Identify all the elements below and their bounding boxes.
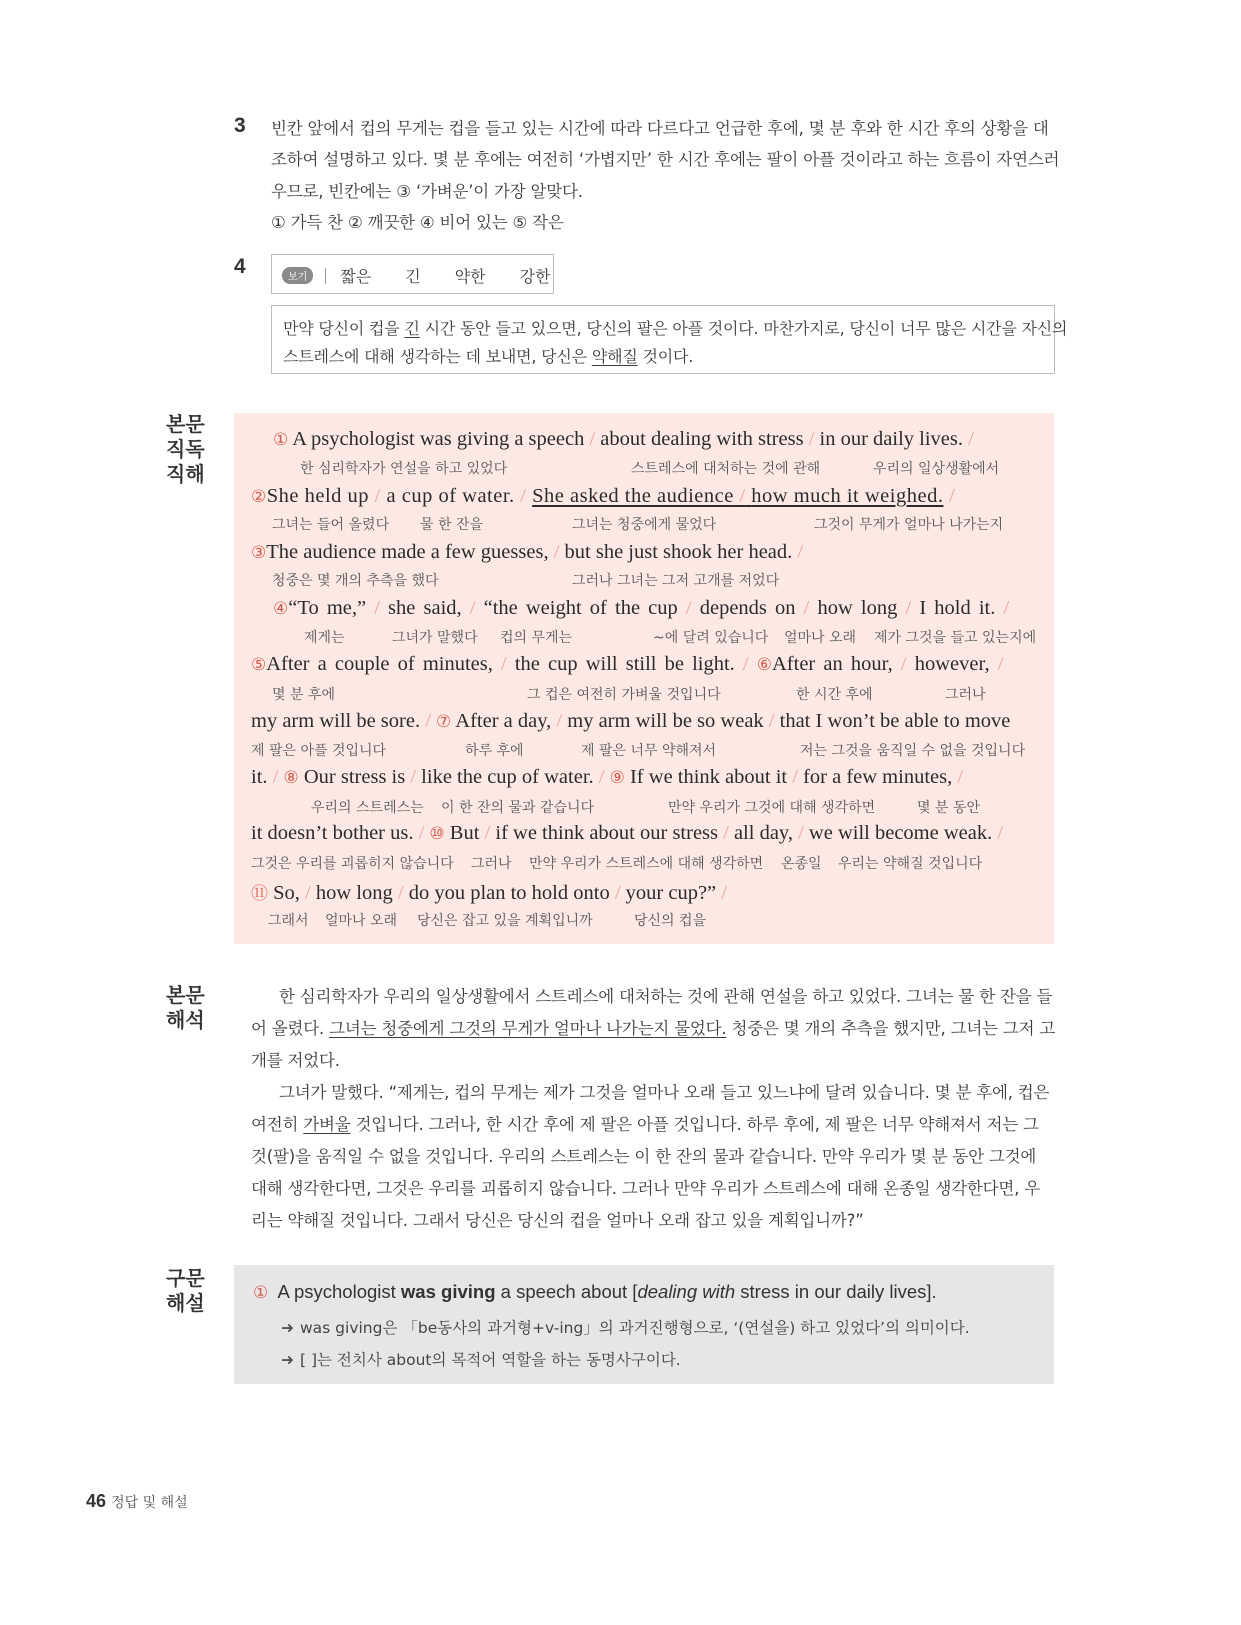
translation-line-1: 한 심리학자가 우리의 일상생활에서 스트레스에 대처하는 것에 관해 연설을 하고 있었다. 그녀는 물 한 잔을 들 [279,987,1053,1006]
gloss: 그녀는 청중에게 물었다 [572,517,717,533]
translation-line-8: 리는 약해질 것입니다. 그래서 당신은 당신의 컵을 얼마나 오래 잡고 있을 계획입니까?” [251,1211,864,1230]
sentence-8-9: it. / ⑧ Our stress is / like the cup of water. / ⑨ If we think about it / for a few minutes, / [251,766,964,788]
gloss: 얼마나 오래 [325,913,398,929]
question-3-choices: ① 가득 찬 ② 깨끗한 ④ 비어 있는 ⑤ 작은 [271,213,564,232]
sentence-10: it doesn’t bother us. / ⑩ But / if we think about our stress / all day, / we will become weak. / [251,822,1004,844]
gloss: 물 한 잔을 [420,517,483,533]
syntax-note-2: ➜ [ ]는 전치사 about의 목적어 역할을 하는 동명사구이다. [281,1351,681,1369]
gloss: 그녀는 들어 올렸다 [272,517,390,533]
gloss: 제가 그것을 들고 있는지에 [874,630,1037,646]
sentence-4: ④“To me,” / she said, / “the weight of the cup / depends on / how long / I hold it. / [273,597,1010,619]
gloss: 스트레스에 대처하는 것에 관해 [631,461,821,477]
gloss: 그러나 [471,856,512,872]
example-word: 긴 [405,267,421,286]
translation-line-6: 것(팔)을 움직일 수 없을 것입니다. 우리의 스트레스는 이 한 잔의 물과 같습니다. 만약 우리가 몇 분 동안 그것에 [251,1147,1037,1166]
section-label-translation: 본문 해석 [166,983,205,1032]
answer-blank-1: 긴 [404,319,420,338]
gloss: 우리의 일상생활에서 [873,461,1000,477]
question-4-number: 4 [234,255,246,278]
sentence-5-6: ⑤After a couple of minutes, / the cup will still be light. / ⑥After an hour, / however, / [251,653,1004,675]
gloss: 만약 우리가 그것에 대해 생각하면 [668,800,876,816]
gloss: 한 심리학자가 연설을 하고 있었다 [300,461,508,477]
translation-line-3: 개를 저었다. [251,1051,340,1070]
gloss: 온종일 [781,856,822,872]
gloss: 만약 우리가 스트레스에 대해 생각하면 [529,856,764,872]
question-3-line-2: 조하여 설명하고 있다. 몇 분 후에는 여전히 ‘가볍지만’ 한 시간 후에는 팔이 아플 것이라고 하는 흐름이 자연스러 [271,150,1060,169]
gloss: 당신은 잡고 있을 계획입니까 [417,913,593,929]
gloss: 그러나 그녀는 그저 고개를 저었다 [572,573,780,589]
translation-line-2: 어 올렸다. 그녀는 청중에게 그것의 무게가 얼마나 나가는지 물었다. 청중은 몇 개의 추측을 했지만, 그녀는 그저 고 [251,1019,1056,1038]
example-word: 강한 [519,267,551,286]
example-badge: 보기 [282,267,313,284]
translation-underline: 그녀는 청중에게 그것의 무게가 얼마나 나가는지 물었다. [329,1019,727,1038]
gloss: 컵의 무게는 [500,630,573,646]
gloss: 당신의 컵을 [634,913,707,929]
gloss: 우리는 약해질 것입니다 [838,856,983,872]
translation-line-7: 대해 생각한다면, 그것은 우리를 괴롭히지 않습니다. 그러나 만약 우리가 스트레스에 대해 온종일 생각한다면, 우 [251,1179,1040,1198]
gloss: 그러나 [945,687,986,703]
gloss: ~에 달려 있습니다 [653,630,769,646]
syntax-note-1: ➜ was giving은 「be동사의 과거형+v-ing」의 과거진행형으로, ‘(연설을) 하고 있었다’의 의미이다. [281,1319,970,1337]
gloss: 제 팔은 너무 약해져서 [581,743,717,759]
gloss: 몇 분 후에 [272,687,335,703]
example-word: 짧은 [340,267,372,286]
gloss: 얼마나 오래 [784,630,857,646]
gloss: 그래서 [268,913,309,929]
sentence-3: ③The audience made a few guesses, / but she just shook her head. / [251,541,804,563]
gloss: 몇 분 동안 [917,800,980,816]
page-number: 46 [86,1491,107,1511]
example-box [271,254,554,294]
question-3-number: 3 [234,114,246,137]
sentence-1: ① A psychologist was giving a speech / about dealing with stress / in our daily lives. / [273,428,974,450]
gloss: 우리의 스트레스는 [311,800,424,816]
arrow-icon: ➜ [281,1319,294,1337]
syntax-sentence: ① A psychologist was giving a speech about [dealing with stress in our daily lives]. [253,1281,937,1303]
sentence-11: ⑪ So, / how long / do you plan to hold onto / your cup?” / [251,882,727,904]
gloss: 제게는 [304,630,345,646]
question-3-line-1: 빈칸 앞에서 컵의 무게는 컵을 들고 있는 시간에 따라 다르다고 언급한 후에, 몇 분 후와 한 시간 후의 상황을 대 [271,119,1049,138]
section-label-syntax: 구문 해설 [166,1266,205,1315]
sentence-6-7: my arm will be sore. / ⑦ After a day, / my arm will be so weak / that I won’t be able to move [251,710,1011,732]
footer-title: 정답 및 해설 [111,1495,188,1511]
arrow-icon: ➜ [281,1351,294,1369]
gloss: 그녀가 말했다 [392,630,478,646]
answer-blank-2: 약해질 [591,347,638,366]
gloss: 한 시간 후에 [796,687,873,703]
divider [325,268,326,284]
gloss: 그 컵은 여전히 가벼울 것입니다 [527,687,721,703]
gloss: 제 팔은 아플 것입니다 [251,743,387,759]
gloss: 그것은 우리를 괴롭히지 않습니다 [251,856,454,872]
answer-box [271,305,1068,374]
gloss: 하루 후에 [465,743,524,759]
gloss: 그것이 무게가 얼마나 나가는지 [814,517,1004,533]
section-label-direct-reading: 본문 직독 직해 [166,412,205,486]
answer-line-1: 만약 당신이 컵을 긴 시간 동안 들고 있으면, 당신의 팔은 아플 것이다. 마찬가지로, 당신이 너무 많은 시간을 자신의 [283,319,1068,338]
gloss: 저는 그것을 움직일 수 없을 것입니다 [800,743,1026,759]
gloss: 청중은 몇 개의 추측을 했다 [272,573,439,589]
translation-underline: 가벼울 [303,1115,351,1134]
question-3-line-3: 우므로, 빈칸에는 ③ ‘가벼운’이 가장 알맞다. [271,182,583,201]
gloss: 이 한 잔의 물과 같습니다 [441,800,595,816]
page-footer [86,1491,188,1512]
answer-line-2: 스트레스에 대해 생각하는 데 보내면, 당신은 약해질 것이다. [283,347,694,366]
translation-line-5: 여전히 가벼울 것입니다. 그러나, 한 시간 후에 제 팔은 아플 것입니다. 하루 후에, 제 팔은 너무 약해져서 저는 그 [251,1115,1039,1134]
sentence-2: ②She held up / a cup of water. / She asked the audience / how much it weighed. / [251,485,956,507]
example-word: 약한 [454,267,486,286]
translation-line-4: 그녀가 말했다. “제게는, 컵의 무게는 제가 그것을 얼마나 오래 들고 있느냐에 달려 있습니다. 몇 분 후에, 컵은 [279,1083,1050,1102]
